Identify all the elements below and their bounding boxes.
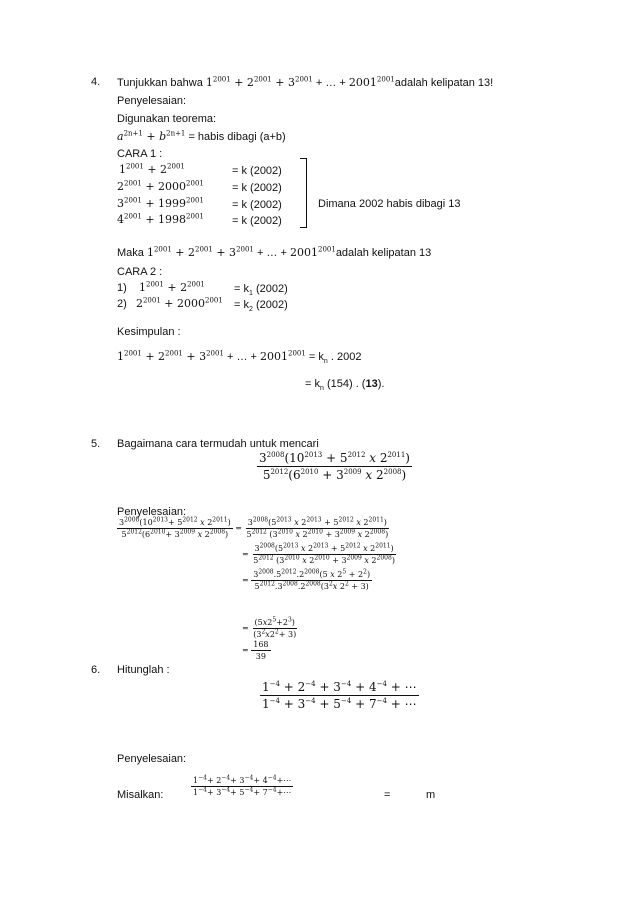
misalkan-expression: $\frac{1^{-4}+ 2^{-4}+ 3^{-4}+ 4^{-4}+\cdots}{1^{-4}+ 3^{-4}+ 5^{-4}+ 7^{-4}+\cdots}$ (193, 774, 292, 797)
cara1-row-1-result: = k (2002) (232, 165, 282, 177)
cara1-row-1-expr: $1^{2001} + 2^{2001}$ (119, 162, 185, 176)
cara2-row-1: 1) $1^{2001} + 2^{2001}$ (117, 280, 205, 294)
cara1-row-2-expr: $2^{2001} + 2000^{2001}$ (117, 179, 204, 193)
cara2-row-2: 2) $2^{2001} + 2000^{2001}$ (117, 296, 223, 310)
problem-6-expression: $\frac{1^{-4} + 2^{-4} + 3^{-4} + 4^{-4} + \cdots}{1^{-4} + 3^{-4} + 5^{-4} + 7^{-4} + \cdots}$ (262, 680, 417, 711)
kesimpulan-line: $1^{2001} + 2^{2001} + 3^{2001}$ + … + $2001^{2001} = k_n$ . 2002 (117, 349, 362, 366)
variable-m: m (426, 789, 436, 801)
kesimpulan-label: Kesimpulan : (117, 326, 181, 338)
problem-6-question: Hitunglah : (117, 664, 170, 676)
cara2-row-2-result: = $k_2$ (2002) (234, 299, 288, 314)
cara1-row-2-result: = k (2002) (232, 182, 282, 194)
p5-step-1: $\frac{3^{2008}(10^{2013}+ 5^{2012} x 2^{2011})}{5^{2012}(6^{2010}+ 3^{2009} x 2^{2008})}$ = $\frac{3^{2008}(5^{2013} x 2^{2013} + 5^{2012} x 2^{2011})}{5^{2012} (3^{2010} x 2^{2010} + 3^{2009} x 2^{2008})}$ (119, 516, 389, 539)
p5-step-3: = $\frac{3^{2008}.5^{2012}.2^{2008}(5 x 2^5 + 2^2)}{5^{2012}.3^{2008}.2^{2008}(3^2x 2^2 + 3)}$ (242, 568, 371, 591)
cara1-row-4-expr: $4^{2001} + 1998^{2001}$ (117, 212, 204, 226)
p5-step-4: = $\frac{(5x2^5+2^3)}{(3^2x2^2+ 3)}$ (242, 616, 297, 639)
cara1-row-4-result: = k (2002) (232, 215, 282, 227)
p5-step-2: = $\frac{3^{2008}(5^{2013} x 2^{2013} + 5^{2012} x 2^{2011})}{5^{2012} (3^{2010} x 2^{2010} + 3^{2009} x 2^{2008})}$ (242, 542, 395, 565)
problem-6-number: 6. (91, 664, 101, 676)
problem-5-solution-label: Penyelesaian: (117, 506, 187, 518)
divisibility-note: Dimana 2002 habis dibagi 13 (318, 198, 461, 210)
theorem-intro: Digunakan teorema: (117, 113, 217, 125)
solution-label: Penyelesaian: (117, 95, 187, 107)
misalkan-label: Misalkan: (117, 789, 164, 801)
problem-4-question: Tunjukkan bahwa $1^{2001} + 2^{2001} + 3^{2001}$ + … + $2001^{2001}adalah$ kelipatan 13! (117, 75, 494, 89)
theorem-formula: $a^{2n+1} + b^{2n+1}$ = habis dibagi (a+b) (117, 129, 286, 143)
cara2-row-1-result: = $k_1$ (2002) (234, 283, 288, 298)
equals-sign: = (384, 789, 391, 801)
cara1-row-3-result: = k (2002) (232, 199, 282, 211)
problem-5-question: Bagaimana cara termudah untuk mencari (117, 438, 319, 450)
kesimpulan-line-2: = $k_n$ (154) . (13). (305, 378, 385, 393)
maka-line: Maka $1^{2001} + 2^{2001} + 3^{2001}$ + … + $2001^{2001}adalah$ kelipatan 13 (117, 245, 432, 259)
p5-result: = $\frac{168}{39}$ (242, 640, 269, 661)
problem-4-number: 4. (91, 76, 101, 88)
problem-6-solution-label: Penyelesaian: (117, 753, 187, 765)
cara1-row-3-expr: $3^{2001} + 1999^{2001}$ (117, 196, 204, 210)
problem-5-number: 5. (91, 438, 101, 450)
cara-1-label: CARA 1 : (117, 148, 163, 160)
cara-2-label: CARA 2 : (117, 266, 163, 278)
problem-5-expression: $\frac{3^{2008}(10^{2013} + 5^{2012} x 2^{2011})}{5^{2012}(6^{2010} + 3^{2009} x 2^{2008})}$ (259, 451, 410, 482)
right-bracket (300, 158, 307, 228)
